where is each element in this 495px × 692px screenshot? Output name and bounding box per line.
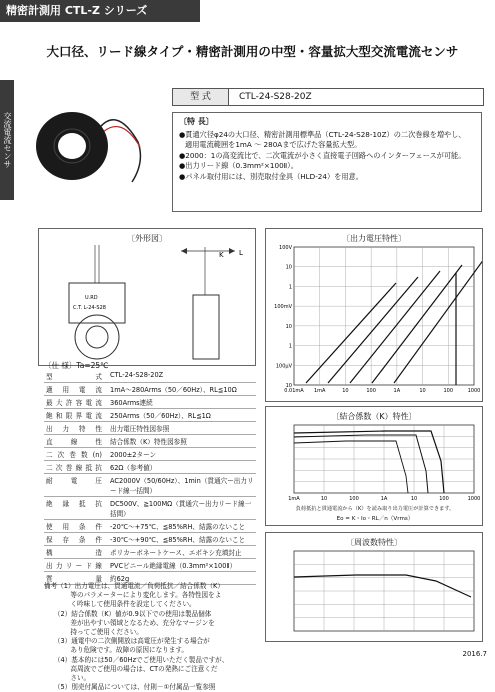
coupling-curve	[294, 431, 444, 493]
spec-row	[44, 474, 256, 497]
spec-row	[44, 533, 256, 546]
output-voltage-panel	[265, 228, 483, 402]
spec-row	[44, 448, 256, 461]
note-line: 持ってご使用ください。	[44, 628, 143, 637]
spec-row	[44, 546, 256, 559]
spec-key: 二次巻数(n)	[44, 448, 108, 461]
l-label: L	[239, 249, 243, 257]
notes	[44, 582, 258, 692]
note-line: （4）基本的には50／60Hzでご使用いただく製品ですが、	[44, 655, 229, 664]
spec-key: 飽和限界電流	[44, 409, 108, 422]
headline: 大口径、リード線タイプ・精密計測用の中型・容量拡大型交流電流センサ	[46, 44, 459, 59]
spec-row	[44, 409, 256, 422]
output-voltage-title: 〔出力電圧特性〕	[342, 234, 406, 243]
note-line: （5）別売付属品については、付則－①付属品一覧参照	[44, 683, 216, 692]
coupling-title: 〔結合係数（K）特性〕	[331, 412, 417, 421]
spec-key: 絶縁抵抗	[44, 497, 108, 520]
spec-table	[44, 370, 256, 585]
spec-key: 出力特性	[44, 422, 108, 435]
side-tab: 交流電流センサ	[0, 80, 14, 200]
note-line: あり危険です。故障の原因になります。	[44, 646, 189, 655]
coupling-curve	[294, 441, 408, 493]
spec-value: ポリカーボネートケース、エポキシ充填封止	[108, 546, 256, 559]
spec-value: 1mA～280Arms（50／60Hz）、RL≦10Ω	[108, 383, 256, 396]
x-tick-label: 10	[342, 388, 349, 394]
spec-key: 質量	[44, 572, 108, 585]
x-tick-label: 1A	[380, 496, 388, 502]
model-label: 型 式	[173, 89, 229, 105]
spec-value: -20℃～+75℃、≦85%RH、結露のないこと	[108, 520, 256, 533]
note-line: 備考（1）出力電圧は、貫通電流／負荷抵抗／結合係数（K）	[44, 582, 224, 590]
x-tick-label: 10	[410, 496, 418, 502]
model-value: CTL-24-S28-20Z	[239, 92, 312, 102]
spec-value: -30℃～+90℃、≦85%RH、結露のないこと	[108, 533, 256, 546]
device-model: C.T. L-24-S28	[73, 305, 106, 311]
coupling-panel	[265, 406, 483, 526]
y-tick-label: 1	[288, 284, 292, 291]
feature-item: ●貫通穴径φ24の大口径、精密計測用標準品（CTL-24-S28-10Z）の二次巻線を増やし、	[179, 129, 466, 139]
spec-row	[44, 520, 256, 533]
spec-value: 62Ω（参考値）	[108, 461, 256, 474]
coupling-note2: Eo = K・Io・RL／n（Vrms）	[336, 516, 414, 522]
product-photo	[20, 82, 165, 200]
x-tick-label: 1000	[467, 496, 481, 502]
spec-key: 二次巻線抵抗	[44, 461, 108, 474]
y-tick-label: 100mV	[274, 304, 292, 311]
spec-title: 〔仕 様〕Ta=25℃	[44, 361, 109, 370]
spec-row	[44, 383, 256, 396]
y-tick-label: 1	[288, 343, 292, 350]
spec-key: 直線性	[44, 435, 108, 448]
note-line: （2）結合係数（K）値が0.9以下での使用は製品個体	[44, 609, 212, 618]
note-line: 差が出やすい領域となるため、充分なマージンを	[44, 618, 215, 627]
plot-frame	[294, 247, 474, 385]
x-tick-label: 100	[366, 388, 376, 394]
x-tick-label: 1mA	[288, 496, 300, 502]
spec-value: 約62g	[108, 572, 256, 585]
x-tick-label: 100	[349, 496, 359, 502]
spec-row	[44, 435, 256, 448]
x-tick-label: 1mA	[313, 388, 326, 394]
footer-date: 2016.7	[462, 650, 487, 658]
spec-key: 出力リード線	[44, 559, 108, 572]
k-label: K	[219, 251, 224, 259]
y-tick-label: 100V	[279, 245, 292, 251]
spec-row	[44, 422, 256, 435]
x-tick-label: 100	[439, 496, 449, 502]
output-voltage-line	[306, 283, 396, 383]
device-text: U.RD	[85, 295, 98, 301]
spec-row	[44, 461, 256, 474]
spec-key: 適用電流	[44, 383, 108, 396]
spec-key: 保存条件	[44, 533, 108, 546]
features-title: 〔特 長〕	[179, 117, 214, 126]
model-box	[172, 88, 484, 106]
coupling-note1: 負荷抵抗と貫通電流から（K）を読み取り出力電圧が計算できます。	[295, 506, 455, 512]
feature-item: ●パネル取付用には、別売取付金具（HLD-24）を用意。	[179, 171, 363, 181]
spec-row	[44, 559, 256, 572]
outline-title: 〔外形図〕	[127, 234, 167, 243]
spec-value: AC2000V（50/60Hz）、1min（貫通穴ー出力リード線一括間）	[108, 474, 256, 497]
spec-value: PVCビニール絶縁電線（0.3mm²×100Ⅱ）	[108, 559, 256, 572]
spec-value: 出力電圧特性図参照	[108, 422, 256, 435]
note-line: さい。	[44, 674, 91, 683]
series-label: 精密計測用 CTL-Z シリーズ	[0, 0, 200, 22]
spec-row	[44, 396, 256, 409]
frequency-panel	[265, 532, 483, 642]
spec-key: 使用条件	[44, 520, 108, 533]
spec-value: 結合係数（K）特性図参照	[108, 435, 256, 448]
x-tick-label: 1000	[467, 388, 481, 394]
spec-key: 型式	[44, 370, 108, 383]
note-line: 高周波でご使用の場合は、CTの発熱にご注意くだ	[44, 664, 218, 673]
spec-value: 2000±2ターン	[108, 448, 256, 461]
y-tick-label: 10	[285, 264, 292, 271]
spec-value: 360Arms連続	[108, 396, 256, 409]
spec-value: CTL-24-S28-20Z	[108, 370, 256, 383]
frequency-title: 〔周波数特性〕	[346, 538, 402, 547]
x-tick-label: 10	[419, 388, 426, 394]
frequency-curve	[294, 575, 471, 597]
y-tick-label: 100μV	[275, 363, 292, 370]
output-voltage-line	[350, 271, 440, 383]
outline-panel	[38, 228, 256, 366]
x-tick-label: 10	[320, 496, 328, 502]
spec-value: 250Arms（50／60Hz）、RL≦1Ω	[108, 409, 256, 422]
output-voltage-line	[328, 277, 418, 383]
features-box	[172, 112, 482, 212]
feature-item: 適用電流範囲を1mA ～ 280Aまで広げた容量拡大型。	[185, 140, 362, 149]
output-voltage-line	[394, 259, 482, 383]
y-tick-label: 10	[285, 323, 292, 330]
coupling-curve	[294, 435, 428, 493]
x-tick-label: 1A	[393, 388, 401, 394]
spec-key: 構造	[44, 546, 108, 559]
note-line: （3）通電中の二次側開放は高電圧が発生する場合が	[44, 637, 210, 646]
y-tick-label: 10	[285, 383, 292, 389]
spec-key: 最大許容電流	[44, 396, 108, 409]
spec-key: 耐電圧	[44, 474, 108, 497]
feature-item: ●出力リード線（0.3mm²×100Ⅱ）。	[179, 161, 298, 170]
x-tick-label: 0.01mA	[284, 388, 304, 394]
spec-row	[44, 497, 256, 520]
note-line: く吟味して使用条件を設定してください。	[44, 600, 196, 609]
spec-row	[44, 370, 256, 383]
feature-item: ●2000：1の高変流比で、二次電流が小さく直接電子回路へのインターフェースが可能。	[179, 150, 466, 160]
note-line: 等のパラメーターにより変化します。各特性図をよ	[44, 591, 222, 600]
x-tick-label: 100	[443, 388, 454, 394]
spec-value: DC500V、≧100MΩ（貫通穴ー出力リード線一括間）	[108, 497, 256, 520]
